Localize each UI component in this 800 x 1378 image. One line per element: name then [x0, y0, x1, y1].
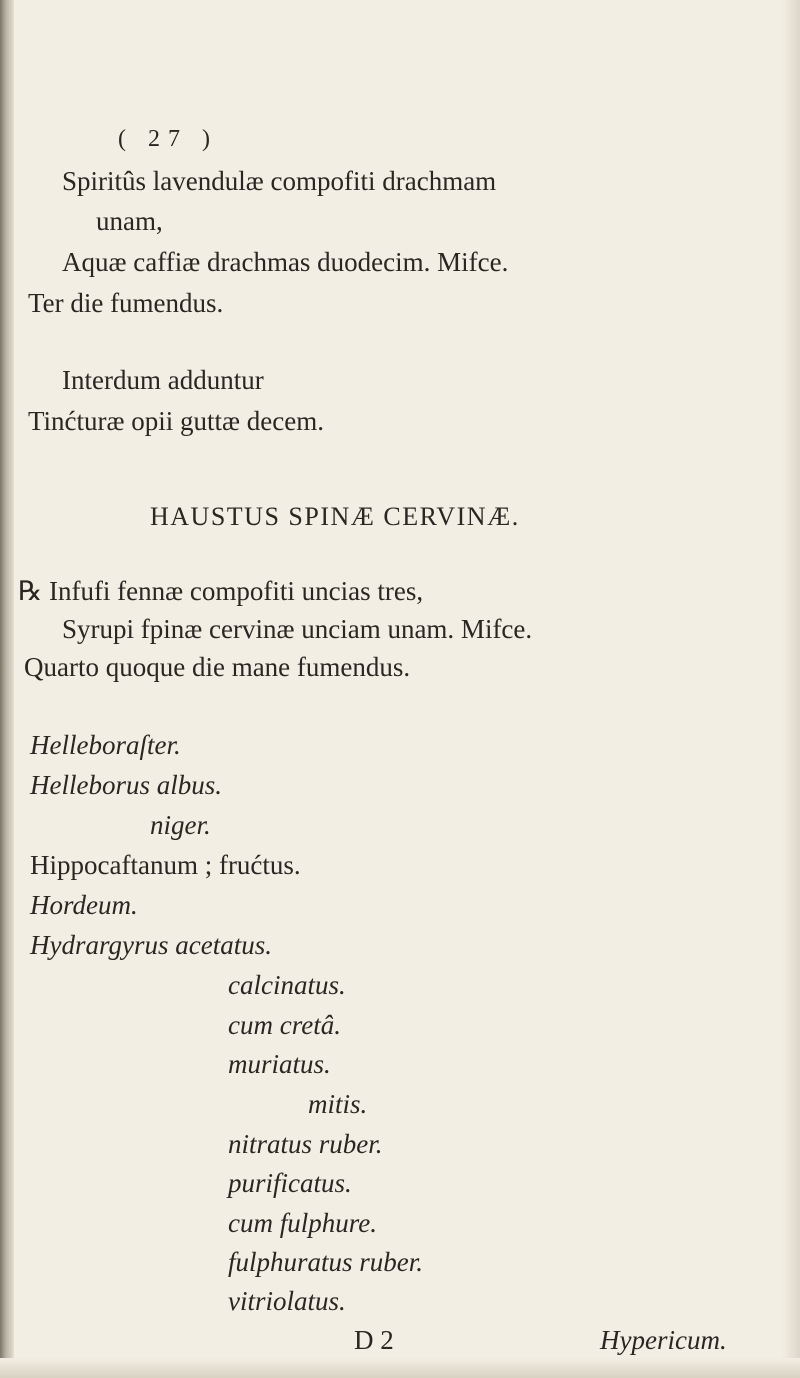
catchword: Hypericum. — [600, 1325, 727, 1355]
index-entry: vitriolatus. — [228, 1286, 346, 1316]
recipe-line: Quarto quoque die mane fumendus. — [24, 652, 411, 682]
index-entry: cum fulphure. — [228, 1208, 377, 1238]
index-entry: mitis. — [308, 1089, 368, 1119]
text-line: unam, — [96, 206, 163, 236]
text-line: Ter die fumendus. — [28, 288, 224, 318]
text-line: Spiritûs lavendulæ compofiti drachmam — [62, 166, 497, 196]
index-entry: Hippocaftanum ; frućtus. — [30, 850, 301, 880]
recipe-line: ℞ Infufi fennæ compofiti uncias tres, — [18, 576, 424, 606]
index-entry: Helleboraſter. — [30, 730, 181, 760]
page-number: ( 27 ) — [118, 126, 218, 152]
signature-mark: D 2 — [354, 1325, 394, 1355]
index-entry: Helleborus albus. — [30, 770, 222, 800]
section-heading: HAUSTUS SPINÆ CERVINÆ. — [150, 502, 520, 531]
index-entry: calcinatus. — [228, 970, 346, 1000]
index-entry: Hydrargyrus acetatus. — [30, 930, 272, 960]
page-right-edge — [782, 0, 800, 1378]
index-entry: Hordeum. — [30, 890, 138, 920]
index-entry: purificatus. — [228, 1168, 352, 1198]
index-entry: muriatus. — [228, 1049, 331, 1079]
index-entry: niger. — [150, 810, 211, 840]
index-entry: nitratus ruber. — [228, 1129, 383, 1159]
page-left-edge — [0, 0, 14, 1378]
index-entry: fulphuratus ruber. — [228, 1247, 424, 1277]
page-bottom-edge — [0, 1358, 800, 1378]
index-entry: cum cretâ. — [228, 1010, 341, 1040]
recipe-line: Syrupi fpinæ cervinæ unciam unam. Mifce. — [62, 614, 533, 644]
text-line: Aquæ caffiæ drachmas duodecim. Mifce. — [62, 247, 509, 277]
text-line: Interdum adduntur — [62, 365, 264, 395]
text-line: Tinćturæ opii guttæ decem. — [28, 406, 324, 436]
